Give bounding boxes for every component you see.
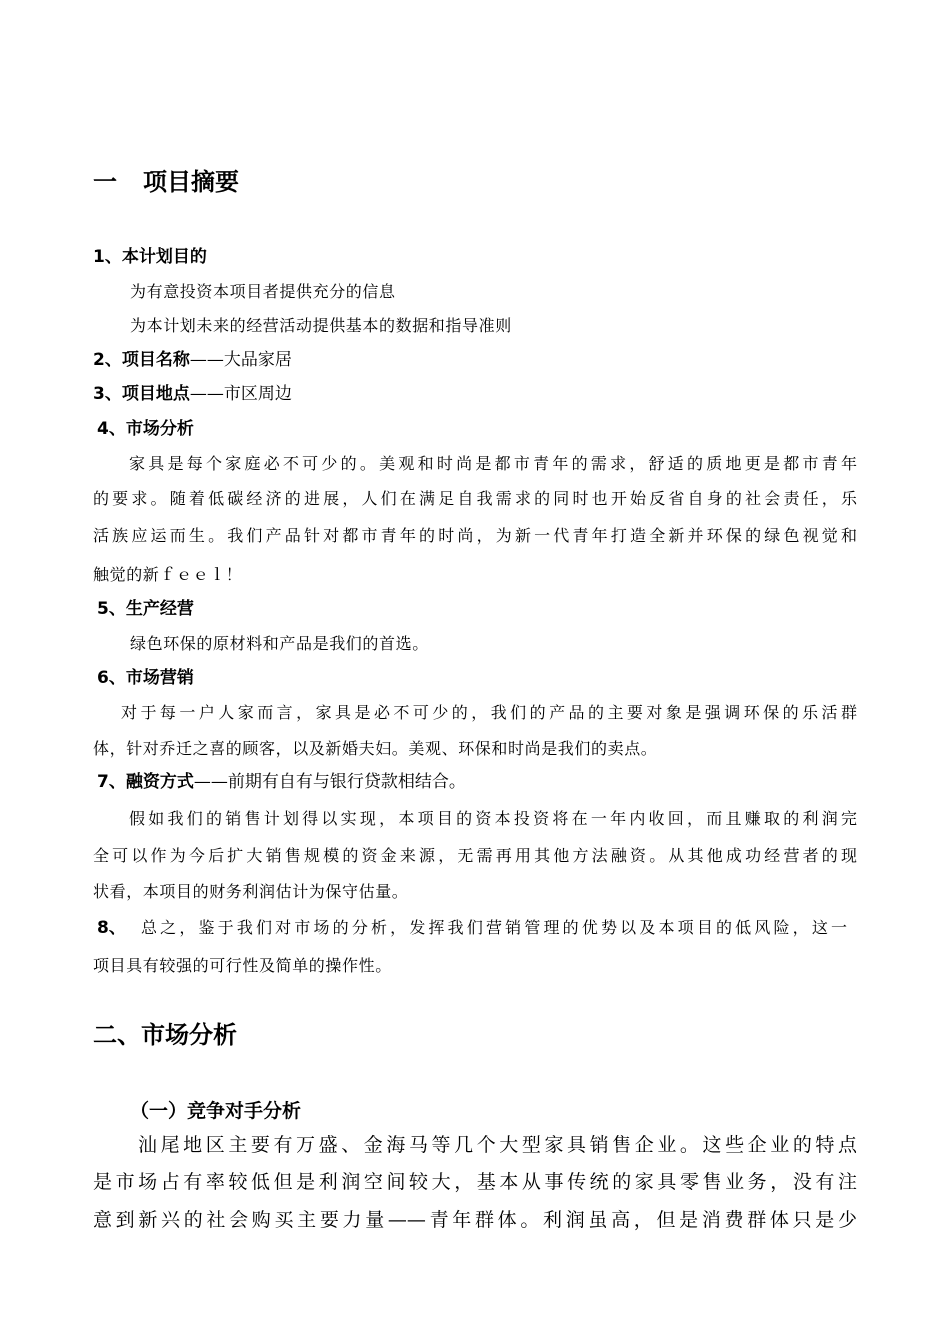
item-4-line-3: 活族应运而生。我们产品针对都市青年的时尚，为新一代青年打造全新并环保的绿色视觉和 xyxy=(93,526,857,545)
section-1-number: 一 xyxy=(93,168,117,196)
item-4-label: 4、市场分析 xyxy=(97,419,194,439)
item-7-line-1: 假如我们的销售计划得以实现，本项目的资本投资将在一年内收回，而且赚取的利润完 xyxy=(129,809,857,828)
item-2-label: 2、项目名称 xyxy=(93,350,190,370)
subsection-1-title: （一）竞争对手分析 xyxy=(130,1100,302,1122)
section-1-title: 项目摘要 xyxy=(143,168,239,196)
item-1-line-2: 为本计划未来的经营活动提供基本的数据和指导准则 xyxy=(130,316,512,335)
item-5-line-1: 绿色环保的原材料和产品是我们的首选。 xyxy=(130,634,429,653)
item-5-label: 5、生产经营 xyxy=(97,599,194,619)
item-3-heading xyxy=(93,383,292,405)
item-1-line-1: 为有意投资本项目者提供充分的信息 xyxy=(130,282,396,301)
item-7-line-2: 全可以作为今后扩大销售规模的资金来源，无需再用其他方法融资。从其他成功经营者的现 xyxy=(93,846,857,865)
item-7-label: 7、融资方式 xyxy=(97,772,194,792)
item-4-line-4: 触觉的新ｆｅｅｌ！ xyxy=(93,565,243,584)
item-8-label: 8、 xyxy=(97,918,126,938)
item-6-label: 6、市场营销 xyxy=(97,668,194,688)
section-1-heading xyxy=(93,167,239,197)
item-3-label: 3、项目地点 xyxy=(93,384,190,404)
item-7-value: ——前期有自有与银行贷款相结合。 xyxy=(193,772,466,792)
item-4-line-2: 的要求。随着低碳经济的进展，人们在满足自我需求的同时也开始反省自身的社会责任，乐 xyxy=(93,489,857,508)
item-4-line-1: 家具是每个家庭必不可少的。美观和时尚是都市青年的需求，舒适的质地更是都市青年 xyxy=(129,454,857,473)
item-6-line-1: 对于每一户人家而言，家具是必不可少的，我们的产品的主要对象是强调环保的乐活群 xyxy=(121,703,857,722)
item-7-line-3: 状看，本项目的财务利润估计为保守估量。 xyxy=(93,882,409,901)
subsection-1-line-2: 是市场占有率较低但是利润空间较大，基本从事传统的家具零售业务，没有注 xyxy=(93,1171,857,1193)
item-2-heading xyxy=(93,349,292,371)
item-1-label: 1、本计划目的 xyxy=(93,247,207,267)
subsection-1-line-1: 汕尾地区主要有万盛、金海马等几个大型家具销售企业。这些企业的特点 xyxy=(138,1134,857,1156)
item-2-value: ——大品家居 xyxy=(189,350,292,370)
item-7-heading xyxy=(97,771,466,793)
item-8-line-1: 总之，鉴于我们对市场的分析，发挥我们营销管理的优势以及本项目的低风险，这一 xyxy=(141,918,847,937)
item-6-line-2: 体，针对乔迁之喜的顾客，以及新婚夫妇。美观、环保和时尚是我们的卖点。 xyxy=(93,739,658,758)
item-8-line-2: 项目具有较强的可行性及简单的操作性。 xyxy=(93,956,392,975)
subsection-1-line-3: 意到新兴的社会购买主要力量——青年群体。利润虽高，但是消费群体只是少 xyxy=(93,1209,857,1231)
section-2-title: 二、市场分析 xyxy=(93,1021,237,1049)
item-3-value: ——市区周边 xyxy=(189,384,292,404)
